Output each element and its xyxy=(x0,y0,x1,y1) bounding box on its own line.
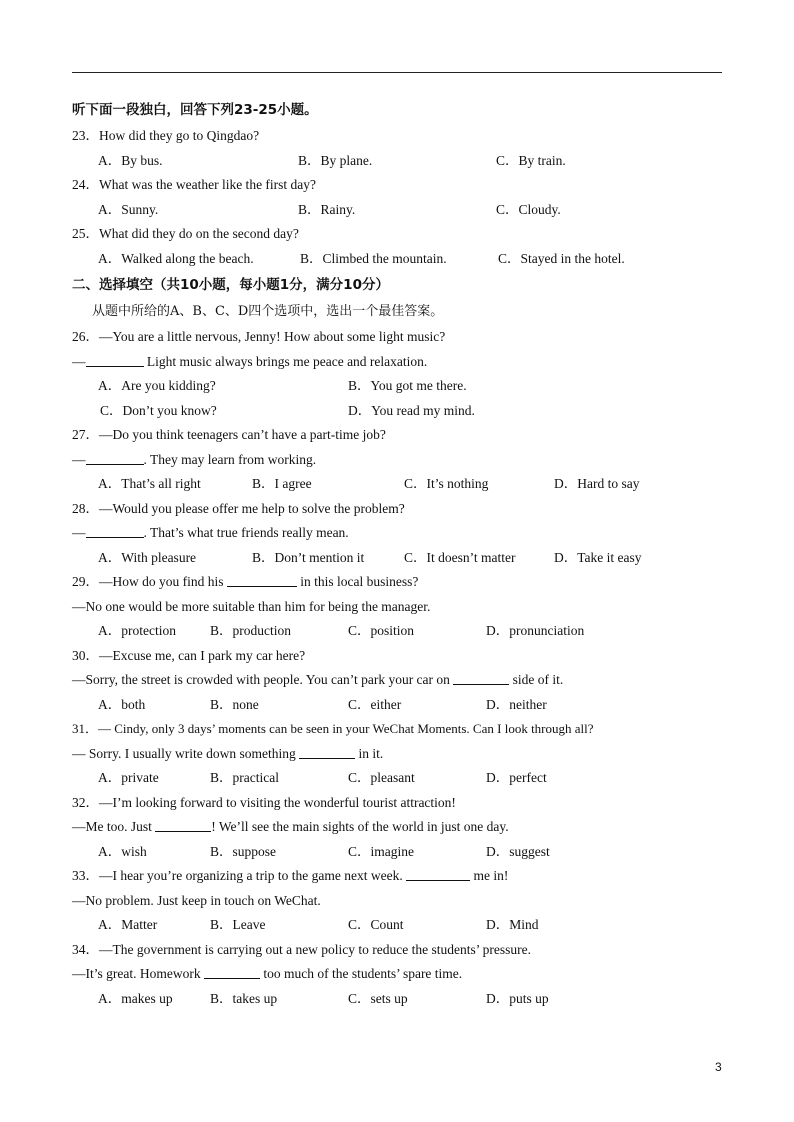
q25-option-c[interactable]: C．Stayed in the hotel. xyxy=(498,250,625,266)
question-28-line2: — . That’s what true friends really mean. xyxy=(72,525,349,540)
q26-option-a[interactable]: A．Are you kidding? xyxy=(98,378,216,393)
question-23-stem: 23．How did they go to Qingdao? xyxy=(72,128,260,143)
q28-option-c[interactable]: C．It doesn’t matter xyxy=(404,549,516,565)
question-32-line1: 32．—I’m looking forward to visiting the wonderful tourist attraction! xyxy=(72,794,456,810)
question-34-line2: —It’s great. Homework too much of the students’ spare time. xyxy=(72,966,463,981)
q24-option-c[interactable]: C．Cloudy. xyxy=(496,201,561,217)
q28-option-b[interactable]: B．Don’t mention it xyxy=(252,549,365,565)
question-30-options xyxy=(72,693,722,718)
q33-option-b[interactable]: B．Leave xyxy=(210,917,266,932)
question-29-line1: 29．—How do you find his in this local business? xyxy=(72,574,419,589)
question-26-line1: 26．—You are a little nervous, Jenny! How about some light music? xyxy=(72,329,446,344)
question-26-options-row2 xyxy=(72,399,722,424)
q23-option-c[interactable]: C．By train. xyxy=(496,152,566,168)
q26-option-d[interactable]: D．You read my mind. xyxy=(348,402,475,418)
q23-option-a[interactable]: A．By bus. xyxy=(98,152,163,168)
section1-heading: 听下面一段独白，回答下列23-25小题。 xyxy=(72,102,318,118)
q27-option-b[interactable]: B．I agree xyxy=(252,476,312,491)
answer-blank xyxy=(204,964,260,979)
q31-option-b[interactable]: B．practical xyxy=(210,770,279,785)
q33-option-a[interactable]: A．Matter xyxy=(98,917,158,932)
answer-blank xyxy=(299,744,355,759)
q30-option-a[interactable]: A．both xyxy=(98,696,146,712)
question-28-line1: 28．—Would you please offer me help to solve the problem? xyxy=(72,500,405,516)
q30-option-c[interactable]: C．either xyxy=(348,696,402,712)
q26-option-b[interactable]: B．You got me there. xyxy=(348,378,467,393)
question-32-line2: —Me too. Just ! We’ll see the main sights of the world in just one day. xyxy=(72,819,509,834)
exam-content xyxy=(72,96,722,1011)
q28-option-a[interactable]: A．With pleasure xyxy=(98,549,197,565)
question-24-options xyxy=(72,198,722,223)
answer-blank xyxy=(227,572,297,587)
q24-option-a[interactable]: A．Sunny. xyxy=(98,201,159,217)
question-31-line1: 31．— Cindy, only 3 days’ moments can be seen in your WeChat Moments. Can I look through all? xyxy=(72,721,594,736)
q32-option-c[interactable]: C．imagine xyxy=(348,843,414,859)
question-26-line2: — Light music always brings me peace and relaxation. xyxy=(72,353,428,369)
question-30-line1: 30．—Excuse me, can I park my car here? xyxy=(72,647,306,663)
question-23-options xyxy=(72,149,722,174)
question-33-line2: —No problem. Just keep in touch on WeChat. xyxy=(72,892,321,908)
q33-option-d[interactable]: D．Mind xyxy=(486,917,539,932)
question-27-line2: — . They may learn from working. xyxy=(72,451,317,467)
q28-option-d[interactable]: D．Take it easy xyxy=(554,549,642,565)
section2-instruction: 从题中所给的A、B、C、D四个选项中，选出一个最佳答案。 xyxy=(92,304,444,319)
question-25-stem: 25．What did they do on the second day? xyxy=(72,226,299,241)
q32-option-b[interactable]: B．suppose xyxy=(210,843,277,859)
q34-option-c[interactable]: C．sets up xyxy=(348,990,408,1006)
question-31-options xyxy=(72,766,722,791)
q27-option-c[interactable]: C．It’s nothing xyxy=(404,476,489,491)
q27-option-d[interactable]: D．Hard to say xyxy=(554,476,640,491)
question-29-line2: —No one would be more suitable than him for being the manager. xyxy=(72,598,431,614)
q32-option-a[interactable]: A．wish xyxy=(98,843,147,859)
q30-option-b[interactable]: B．none xyxy=(210,696,259,712)
q34-option-d[interactable]: D．puts up xyxy=(486,990,549,1006)
answer-blank xyxy=(155,817,211,832)
question-25-options xyxy=(72,247,722,272)
section2-heading: 二、选择填空（共10小题，每小题1分，满分10分） xyxy=(72,277,389,293)
page-number: 3 xyxy=(715,1060,722,1074)
question-33-options xyxy=(72,913,722,938)
question-34-options xyxy=(72,987,722,1012)
question-27-line1: 27．—Do you think teenagers can’t have a part-time job? xyxy=(72,427,386,442)
question-27-options xyxy=(72,472,722,497)
question-29-options xyxy=(72,619,722,644)
question-32-options xyxy=(72,840,722,865)
q31-option-c[interactable]: C．pleasant xyxy=(348,770,415,785)
q32-option-d[interactable]: D．suggest xyxy=(486,843,550,859)
question-31-line2: — Sorry. I usually write down something in it. xyxy=(72,745,384,761)
question-34-line1: 34．—The government is carrying out a new policy to reduce the students’ pressure. xyxy=(72,941,531,957)
answer-blank xyxy=(86,352,144,367)
q24-option-b[interactable]: B．Rainy. xyxy=(298,201,356,217)
q33-option-c[interactable]: C．Count xyxy=(348,917,404,932)
q25-option-a[interactable]: A．Walked along the beach. xyxy=(98,250,254,266)
q34-option-a[interactable]: A．makes up xyxy=(98,990,173,1006)
answer-blank xyxy=(86,450,144,465)
answer-blank xyxy=(453,670,509,685)
q29-option-a[interactable]: A．protection xyxy=(98,623,176,638)
q27-option-a[interactable]: A．That’s all right xyxy=(98,476,201,491)
question-28-options xyxy=(72,546,722,571)
q31-option-a[interactable]: A．private xyxy=(98,770,159,785)
q29-option-d[interactable]: D．pronunciation xyxy=(486,623,585,638)
question-30-line2: —Sorry, the street is crowded with people. You can’t park your car on side of it. xyxy=(72,672,564,687)
q34-option-b[interactable]: B．takes up xyxy=(210,990,278,1006)
q30-option-d[interactable]: D．neither xyxy=(486,696,547,712)
q29-option-c[interactable]: C．position xyxy=(348,623,415,638)
question-24-stem: 24．What was the weather like the first day? xyxy=(72,177,317,192)
q29-option-b[interactable]: B．production xyxy=(210,623,291,638)
answer-blank xyxy=(86,523,144,538)
question-26-options-row1 xyxy=(72,374,722,399)
header-rule xyxy=(72,72,722,73)
q25-option-b[interactable]: B．Climbed the mountain. xyxy=(300,250,447,266)
answer-blank xyxy=(406,866,470,881)
q31-option-d[interactable]: D．perfect xyxy=(486,770,547,785)
q23-option-b[interactable]: B．By plane. xyxy=(298,152,373,168)
q26-option-c[interactable]: C．Don’t you know? xyxy=(100,402,217,418)
question-33-line1: 33．—I hear you’re organizing a trip to the game next week. me in! xyxy=(72,868,509,883)
